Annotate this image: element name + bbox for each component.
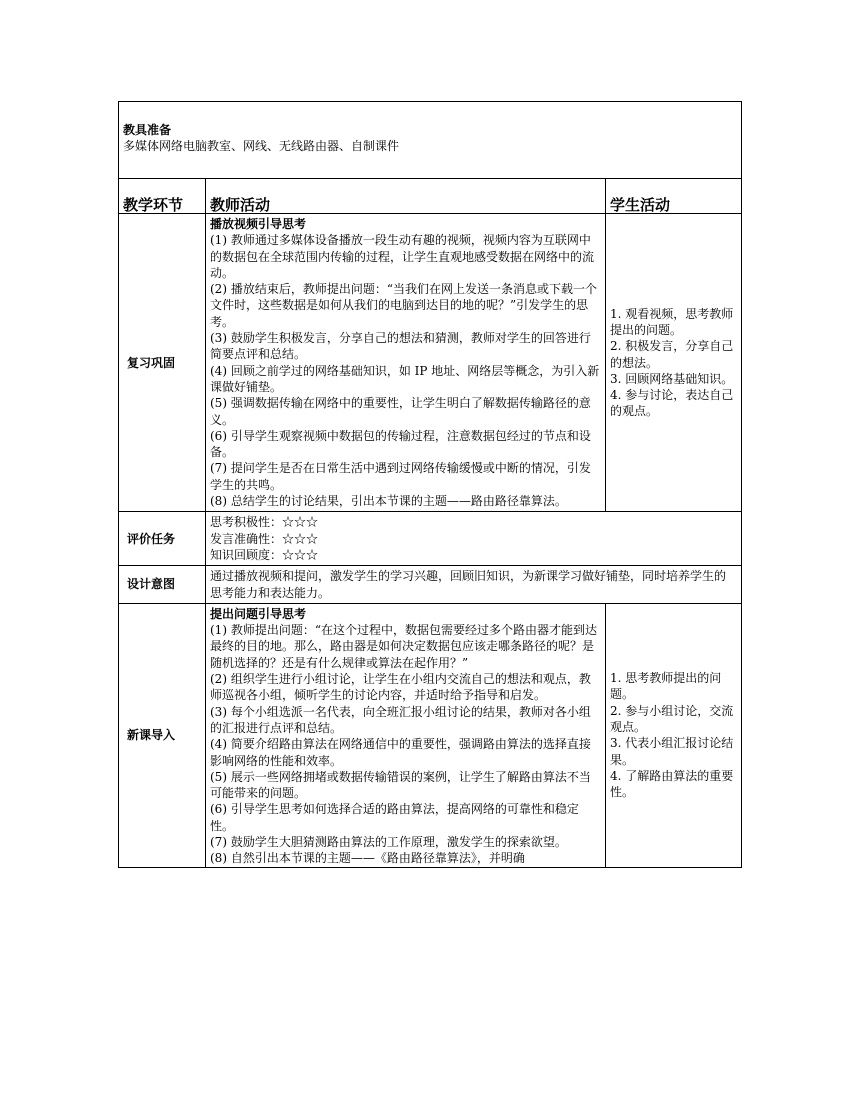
review-student-item: 3. 回顾网络基础知识。	[610, 371, 734, 386]
newlesson-item: (2) 组织学生进行小组讨论，让学生在小组内交流自己的想法和观点，教师巡视各小组，倾听学生的讨论内容，并适时给予指导和启发。	[210, 672, 591, 703]
design-row	[119, 566, 742, 604]
design-label: 设计意图	[119, 566, 206, 604]
newlesson-item: (4) 简要介绍路由算法在网络通信中的重要性，强调路由算法的选择直接影响网络的性能和效率。	[210, 737, 591, 768]
review-item: (1) 教师通过多媒体设备播放一段生动有趣的视频，视频内容为互联网中的数据包在全球范围内传输的过程，让学生直观地感受数据在网络中的流动。	[210, 233, 595, 280]
prep-content: 多媒体网络电脑教室、网线、无线路由器、自制课件	[123, 139, 400, 154]
eval-line: 发言准确性：☆☆☆	[210, 531, 319, 546]
newlesson-student-item: 1. 思考教师提出的问题。	[610, 671, 722, 702]
review-label: 复习巩固	[119, 214, 206, 512]
header-teacher: 教师活动	[206, 179, 606, 214]
newlesson-item: (6) 引导学生思考如何选择合适的路由算法，提高网络的可靠性和稳定性。	[210, 802, 579, 833]
review-subtitle: 播放视频引导思考	[210, 217, 307, 231]
eval-line: 知识回顾度：☆☆☆	[210, 547, 319, 562]
review-student-cell	[606, 214, 742, 512]
design-content: 通过播放视频和提问，激发学生的学习兴趣，回顾旧知识，为新课学习做好铺垫，同时培养学生的思考能力和表达能力。	[206, 566, 742, 604]
newlesson-item: (7) 鼓励学生大胆猜测路由算法的工作原理，激发学生的探索欲望。	[210, 834, 567, 849]
header-stage: 教学环节	[119, 179, 206, 214]
newlesson-item: (3) 每个小组选派一名代表，向全班汇报小组讨论的结果，教师对各小组的汇报进行点评和总结。	[210, 704, 591, 735]
newlesson-student-item: 4. 了解路由算法的重要性。	[610, 768, 734, 800]
newlesson-student-item: 2. 参与小组讨论，交流观点。	[610, 703, 734, 734]
eval-label: 评价任务	[119, 512, 206, 566]
newlesson-subtitle: 提出问题引导思考	[210, 606, 307, 621]
prep-title: 教具准备	[123, 123, 172, 137]
newlesson-item: (8) 自然引出本节课的主题——《路由路径靠算法》，并明确	[210, 851, 525, 866]
review-item: (7) 提问学生是否在日常生活中遇到过网络传输缓慢或中断的情况，引发学生的共鸣。	[210, 461, 591, 492]
lesson-plan-page	[118, 101, 741, 868]
newlesson-student-item: 3. 代表小组汇报讨论结果。	[610, 736, 734, 767]
newlesson-row	[119, 603, 742, 867]
eval-cell	[206, 512, 742, 566]
review-teacher-cell	[206, 214, 606, 512]
review-item: (4) 回顾之前学过的网络基础知识，如 IP 地址、网络层等概念，为引入新课做好铺垫。	[210, 363, 600, 394]
review-item: (8) 总结学生的讨论结果，引出本节课的主题——路由路径靠算法。	[210, 494, 567, 509]
review-student-item: 1. 观看视频，思考教师提出的问题。	[610, 306, 734, 337]
review-item: (6) 引导学生观察视频中数据包的传输过程，注意数据包经过的节点和设备。	[210, 428, 591, 460]
review-student-item: 2. 积极发言，分享自己的想法。	[610, 339, 734, 370]
header-student: 学生活动	[606, 179, 742, 214]
prep-row	[119, 102, 742, 179]
newlesson-student-cell	[606, 603, 742, 867]
review-student-item: 4. 参与讨论，表达自己的观点。	[610, 388, 734, 419]
review-row	[119, 214, 742, 512]
eval-line: 思考积极性：☆☆☆	[210, 515, 319, 530]
review-item: (2) 播放结束后，教师提出问题：“当我们在网上发送一条消息或下载一个文件时，这些数据是如何从我们的电脑到达目的地的呢？”引发学生的思考。	[210, 282, 597, 329]
review-item: (5) 强调数据传输在网络中的重要性，让学生明白了解数据传输路径的意义。	[210, 396, 591, 427]
newlesson-label: 新课导入	[119, 603, 206, 867]
prep-cell	[119, 102, 742, 179]
newlesson-teacher-cell	[206, 603, 606, 867]
lesson-plan-table	[118, 101, 742, 868]
eval-row	[119, 512, 742, 566]
newlesson-item: (5) 展示一些网络拥堵或数据传输错误的案例，让学生了解路由算法不当可能带来的问题。	[210, 769, 591, 801]
review-item: (3) 鼓励学生积极发言，分享自己的想法和猜测，教师对学生的回答进行简要点评和总结。	[210, 331, 591, 362]
newlesson-item: (1) 教师提出问题：“在这个过程中，数据包需要经过多个路由器才能到达最终的目的地。那么，路由器是如何决定数据包应该走哪条路径的呢？是随机选择的？还是有什么规律或算法在起作用？”	[210, 623, 597, 670]
header-row	[119, 179, 742, 214]
